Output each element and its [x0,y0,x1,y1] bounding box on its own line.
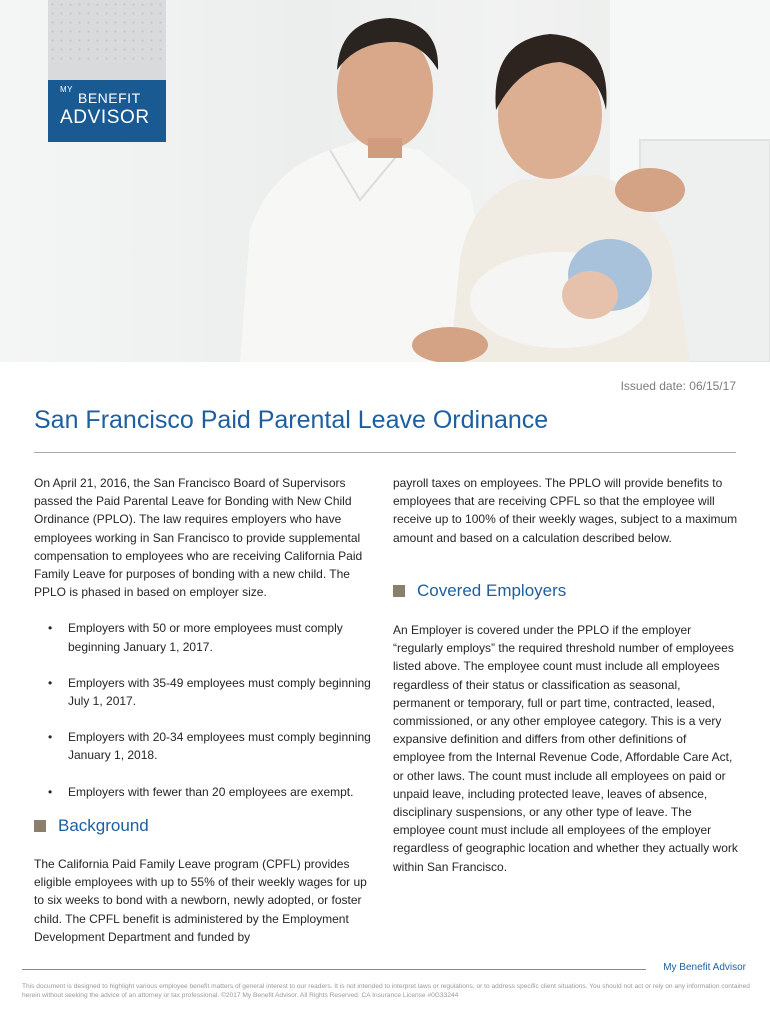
logo-benefit-text: BENEFIT [78,90,141,106]
background-paragraph: The California Paid Family Leave program (CPFL) provides eligible employees with up to 55% of their weekly wages for up to six weeks to bond with a newborn, newly adopted, or foster child. The CPFL benefit is administered by the Employment Development Department and funded by [34,857,367,944]
footer-disclaimer: This document is designed to highlight various employee benefit matters of general interest to our readers. It is not intended to interpret laws or regulations, or to address specific client situations. You should not act or rely on any information contained herein without seeking the advice of an attorney or tax professional. ©2017 My Benefit Advisor. All Rights Reserved. CA Insurance License #0G33244 [22,983,750,999]
section-square-icon [34,820,46,832]
covered-employers-heading-text: Covered Employers [417,581,567,600]
list-item: • Employers with 20-34 employees must comply beginning January 1, 2018. [34,728,379,764]
intro-paragraph: On April 21, 2016, the San Francisco Board of Supervisors passed the Paid Parental Leave for Bonding with New Child Ordinance (PPLO). The law requires employers who have employees working in San Francisco to provide supplemental compensation to employees who are receiving California Paid Family Leave for purposes of bonding with a new child. The PPLO is phased in based on employer size. [34,476,363,600]
covered-employers-paragraph: An Employer is covered under the PPLO if the employer “regularly employs” the required threshold number of employees listed above. The employee count must include all employees regardless of their status or classification as seasonal, permanent or temporary, full or part time, contracted, leased, commissioned, or any other employee category. This is a very expansive definition and differs from other definitions of employee from the Internal Revenue Code, Affordable Care Act, or other laws. The count must include all employees on paid or unpaid leave, including protected leave, leaves of absence, disciplinary suspensions, or any other type of leave. The employee count must include all employees of the employer regardless of geographic location and whether they actually work within San Francisco. [393,623,738,874]
page-title: San Francisco Paid Parental Leave Ordinance [34,406,549,434]
list-item: • Employers with 50 or more employees must comply beginning January 1, 2017. [34,619,379,655]
left-column [34,474,379,801]
list-item: • Employers with 35-49 employees must comply beginning July 1, 2017. [34,674,379,710]
background-heading-text: Background [58,816,149,835]
logo-my-text: MY [60,85,73,94]
logo [48,0,166,142]
footer-brand: My Benefit Advisor [663,962,746,973]
section-square-icon [393,585,405,597]
logo-dot-pattern [48,0,166,66]
right-column [393,474,738,547]
title-divider [34,452,736,453]
issued-date: Issued date: 06/15/17 [620,379,736,393]
covered-employers-text [393,621,738,876]
logo-advisor-text: ADVISOR [60,107,150,128]
list-item: • Employers with fewer than 20 employees are exempt. [34,783,379,801]
background-continued-paragraph: payroll taxes on employees. The PPLO will provide benefits to employees that are receiving CPFL so that the employee will receive up to 100% of their weekly wages, subject to a maximum amount and based on a calculation described below. [393,476,738,545]
employer-size-list [34,619,379,800]
background-heading [34,816,149,836]
hero-photo [0,0,770,362]
background-left-text [34,855,379,946]
covered-employers-heading [393,581,566,601]
footer-divider [22,969,646,970]
